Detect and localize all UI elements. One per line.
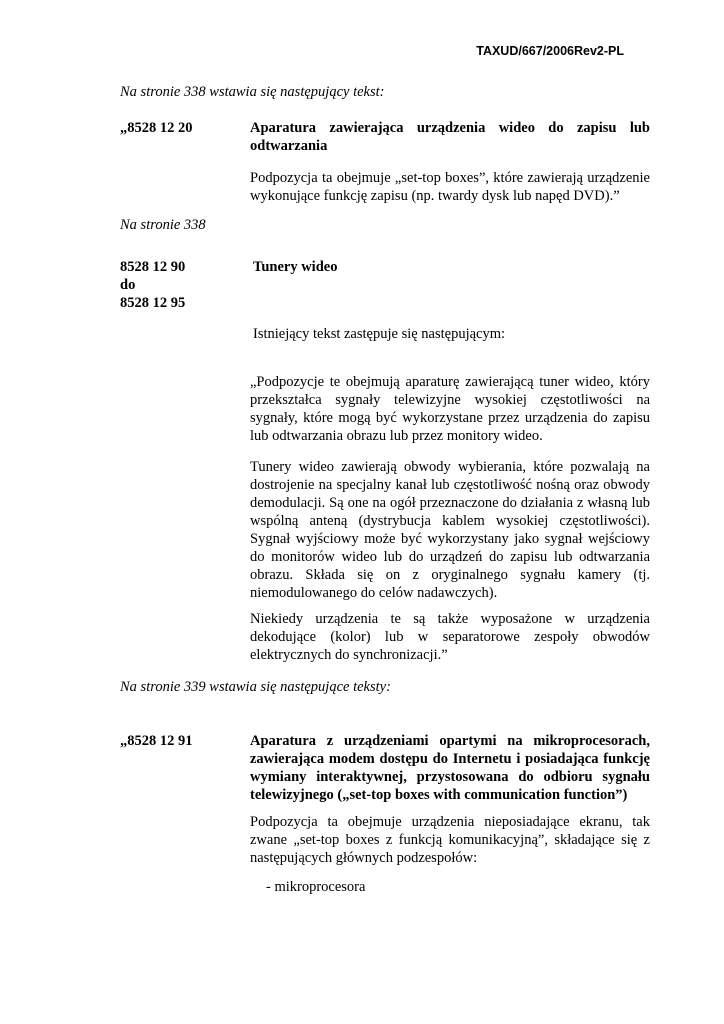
paragraph-tuner-circuits: Tunery wideo zawierają obwody wybierania, które pozwalają na dostrojenie na specjalny kanał lub częstotliwość nośną oraz obwody demodulacji. Są one na ogół przeznaczone do działania z własną lub wspólną anteną (dystrybucja kablem wysokiej częstotliwości). Sygnał wyjściowy może być wykorzystany jako sygnał wejściowy do monitorów wideo lub do urządzeń do zapisu lub odtwarzania obrazu. Składa się on z oryginalnego sygnału kamery (tj. niemodulowanego do celów nadawczych). xyxy=(250,459,650,601)
section-intro-page-338: Na stronie 338 wstawia się następujący tekst: xyxy=(120,84,385,100)
paragraph-video-tuner-description: „Podpozycje te obejmują aparaturę zawierającą tuner wideo, który przekształca sygnały telewizyjne wysokiej częstotliwości na sygnały, które mogą być wykorzystane przez urządzenia do zapisu lub odtwarzania obrazu lub przez monitory wideo. xyxy=(250,374,650,444)
heading-set-top-boxes-communication: Aparatura z urządzeniami opartymi na mikroprocesorach, zawierająca modem dostępu do Internetu i posiadająca funkcję wymiany interaktywnej, przystosowana do odbioru sygnału telewizyjnego („set-top boxes with communication function”) xyxy=(250,733,650,803)
paragraph-decoding-devices: Niekiedy urządzenia te są także wyposażone w urządzenia dekodujące (kolor) lub w separatorowe zespoły obwodów elektrycznych do synchronizacji.” xyxy=(250,611,650,663)
paragraph-replacement-notice: Istniejący tekst zastępuje się następującym: xyxy=(253,326,506,342)
paragraph-set-top-boxes-recording: Podpozycja ta obejmuje „set-top boxes”, które zawierają urządzenie wykonujące funkcję zapisu (np. twardy dysk lub napęd DVD).” xyxy=(250,170,650,204)
range-connector: do xyxy=(120,277,136,293)
paragraph-set-top-boxes-without-screen: Podpozycja ta obejmuje urządzenia nieposiadające ekranu, tak zwane „set-top boxes z funkcją komunikacyjną”, składające się z następujących głównych podzespołów: xyxy=(250,814,650,866)
tariff-code-8528-12-95: 8528 12 95 xyxy=(120,295,186,311)
section-page-338-label: Na stronie 338 xyxy=(120,217,206,233)
list-item-microprocessor: - mikroprocesora xyxy=(266,879,366,895)
heading-video-tuners: Tunery wideo xyxy=(253,259,338,275)
tariff-code-range xyxy=(120,258,185,312)
document-reference: TAXUD/667/2006Rev2-PL xyxy=(476,44,624,58)
tariff-code-8528-12-91: „8528 12 91 xyxy=(120,733,193,749)
tariff-code-8528-12-90: 8528 12 90 xyxy=(120,259,186,275)
tariff-code-8528-12-20: „8528 12 20 xyxy=(120,120,193,136)
section-intro-page-339: Na stronie 339 wstawia się następujące teksty: xyxy=(120,679,391,695)
heading-video-recording-apparatus: Aparatura zawierająca urządzenia wideo do zapisu lub odtwarzania xyxy=(250,120,650,154)
